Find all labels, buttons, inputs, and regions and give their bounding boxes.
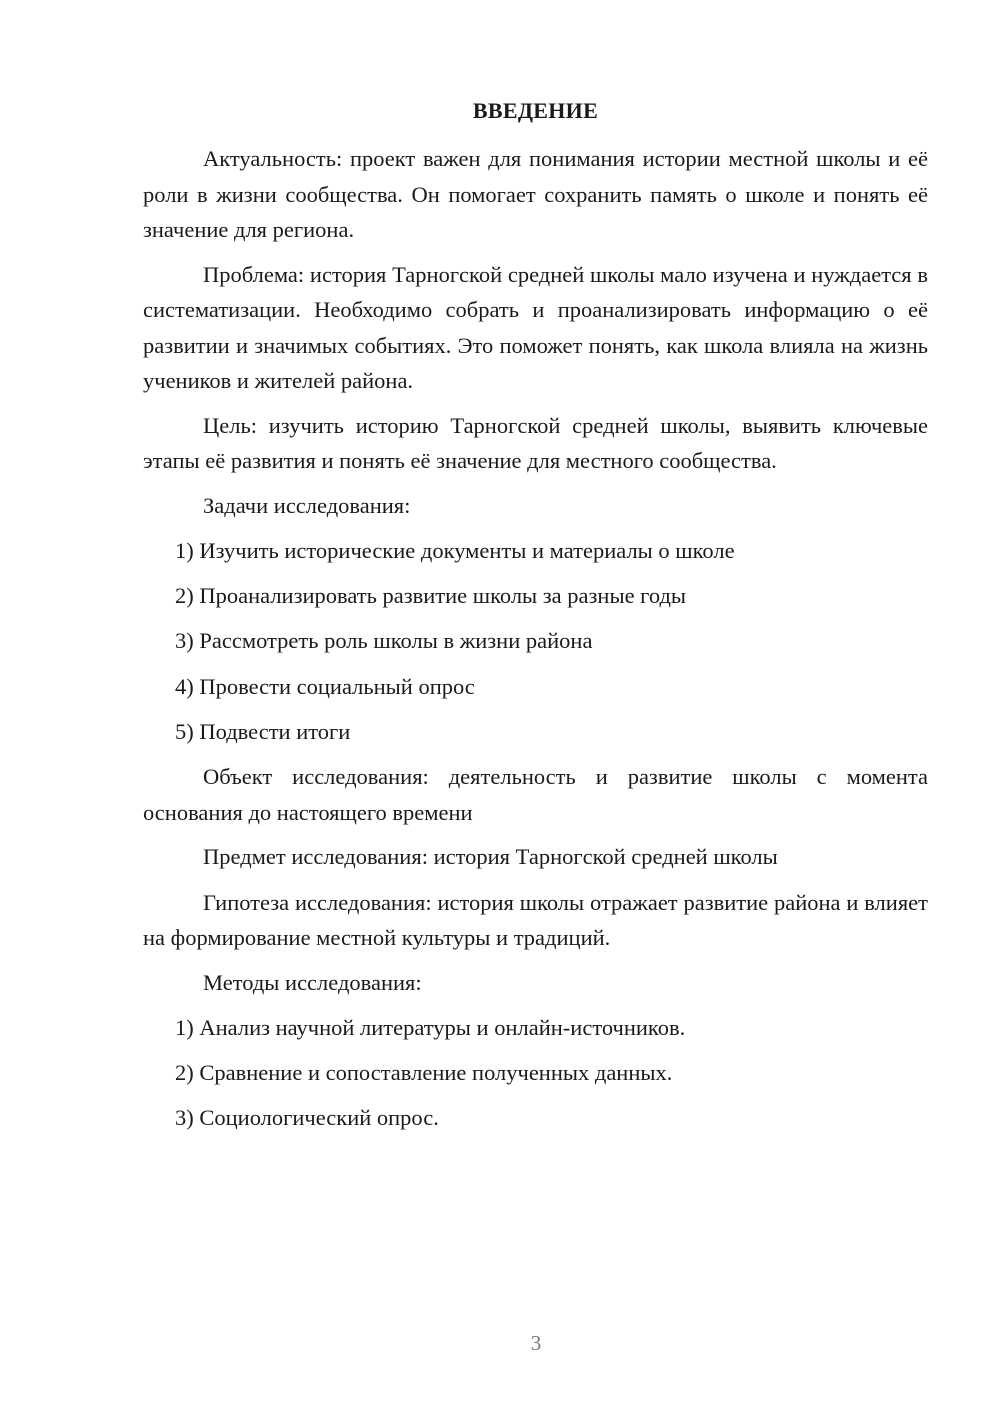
list-item: 4) Провести социальный опрос [175,673,475,699]
list-item: 3) Социологический опрос. [175,1105,439,1131]
goal-paragraph: Цель: изучить историю Тарногской средней школы, выявить ключевые этапы её развития и понять её значение для местного сообщества. [143,412,928,473]
tasks-heading: Задачи исследования: [203,492,411,518]
methods-list [143,1010,928,1136]
list-item: 3) Рассмотреть роль школы в жизни района [175,628,593,654]
methods-heading: Методы исследования: [203,969,422,995]
list-item: 1) Изучить исторические документы и материалы о школе [175,537,735,563]
tasks-list [143,533,928,750]
problem-paragraph: Проблема: история Тарногской средней школы мало изучена и нуждается в систематизации. Необходимо собрать и проанализировать информацию о её развитии и значимых событиях. Это поможет понять, как школа влияла на жизнь учеников и жителей района. [143,261,928,393]
object-paragraph: Объект исследования: деятельность и развитие школы с момента основания до настоящего времени [143,764,928,825]
relevance-paragraph: Актуальность: проект важен для понимания истории местной школы и её роли в жизни сообщества. Он помогает сохранить память о школе и понять её значение для региона. [143,146,928,242]
list-item: 1) Анализ научной литературы и онлайн-источников. [175,1014,686,1040]
list-item: 2) Проанализировать развитие школы за разные годы [175,583,687,609]
subject-paragraph: Предмет исследования: история Тарногской средней школы [203,844,778,870]
page-number: 3 [530,1331,542,1355]
document-page [143,95,928,1146]
hypothesis-paragraph: Гипотеза исследования: история школы отражает развитие района и влияет на формирование местной культуры и традиций. [143,889,928,951]
list-item: 2) Сравнение и сопоставление полученных данных. [175,1060,673,1086]
page-title: ВВЕДЕНИЕ [472,98,599,123]
list-item: 5) Подвести итоги [175,718,351,744]
